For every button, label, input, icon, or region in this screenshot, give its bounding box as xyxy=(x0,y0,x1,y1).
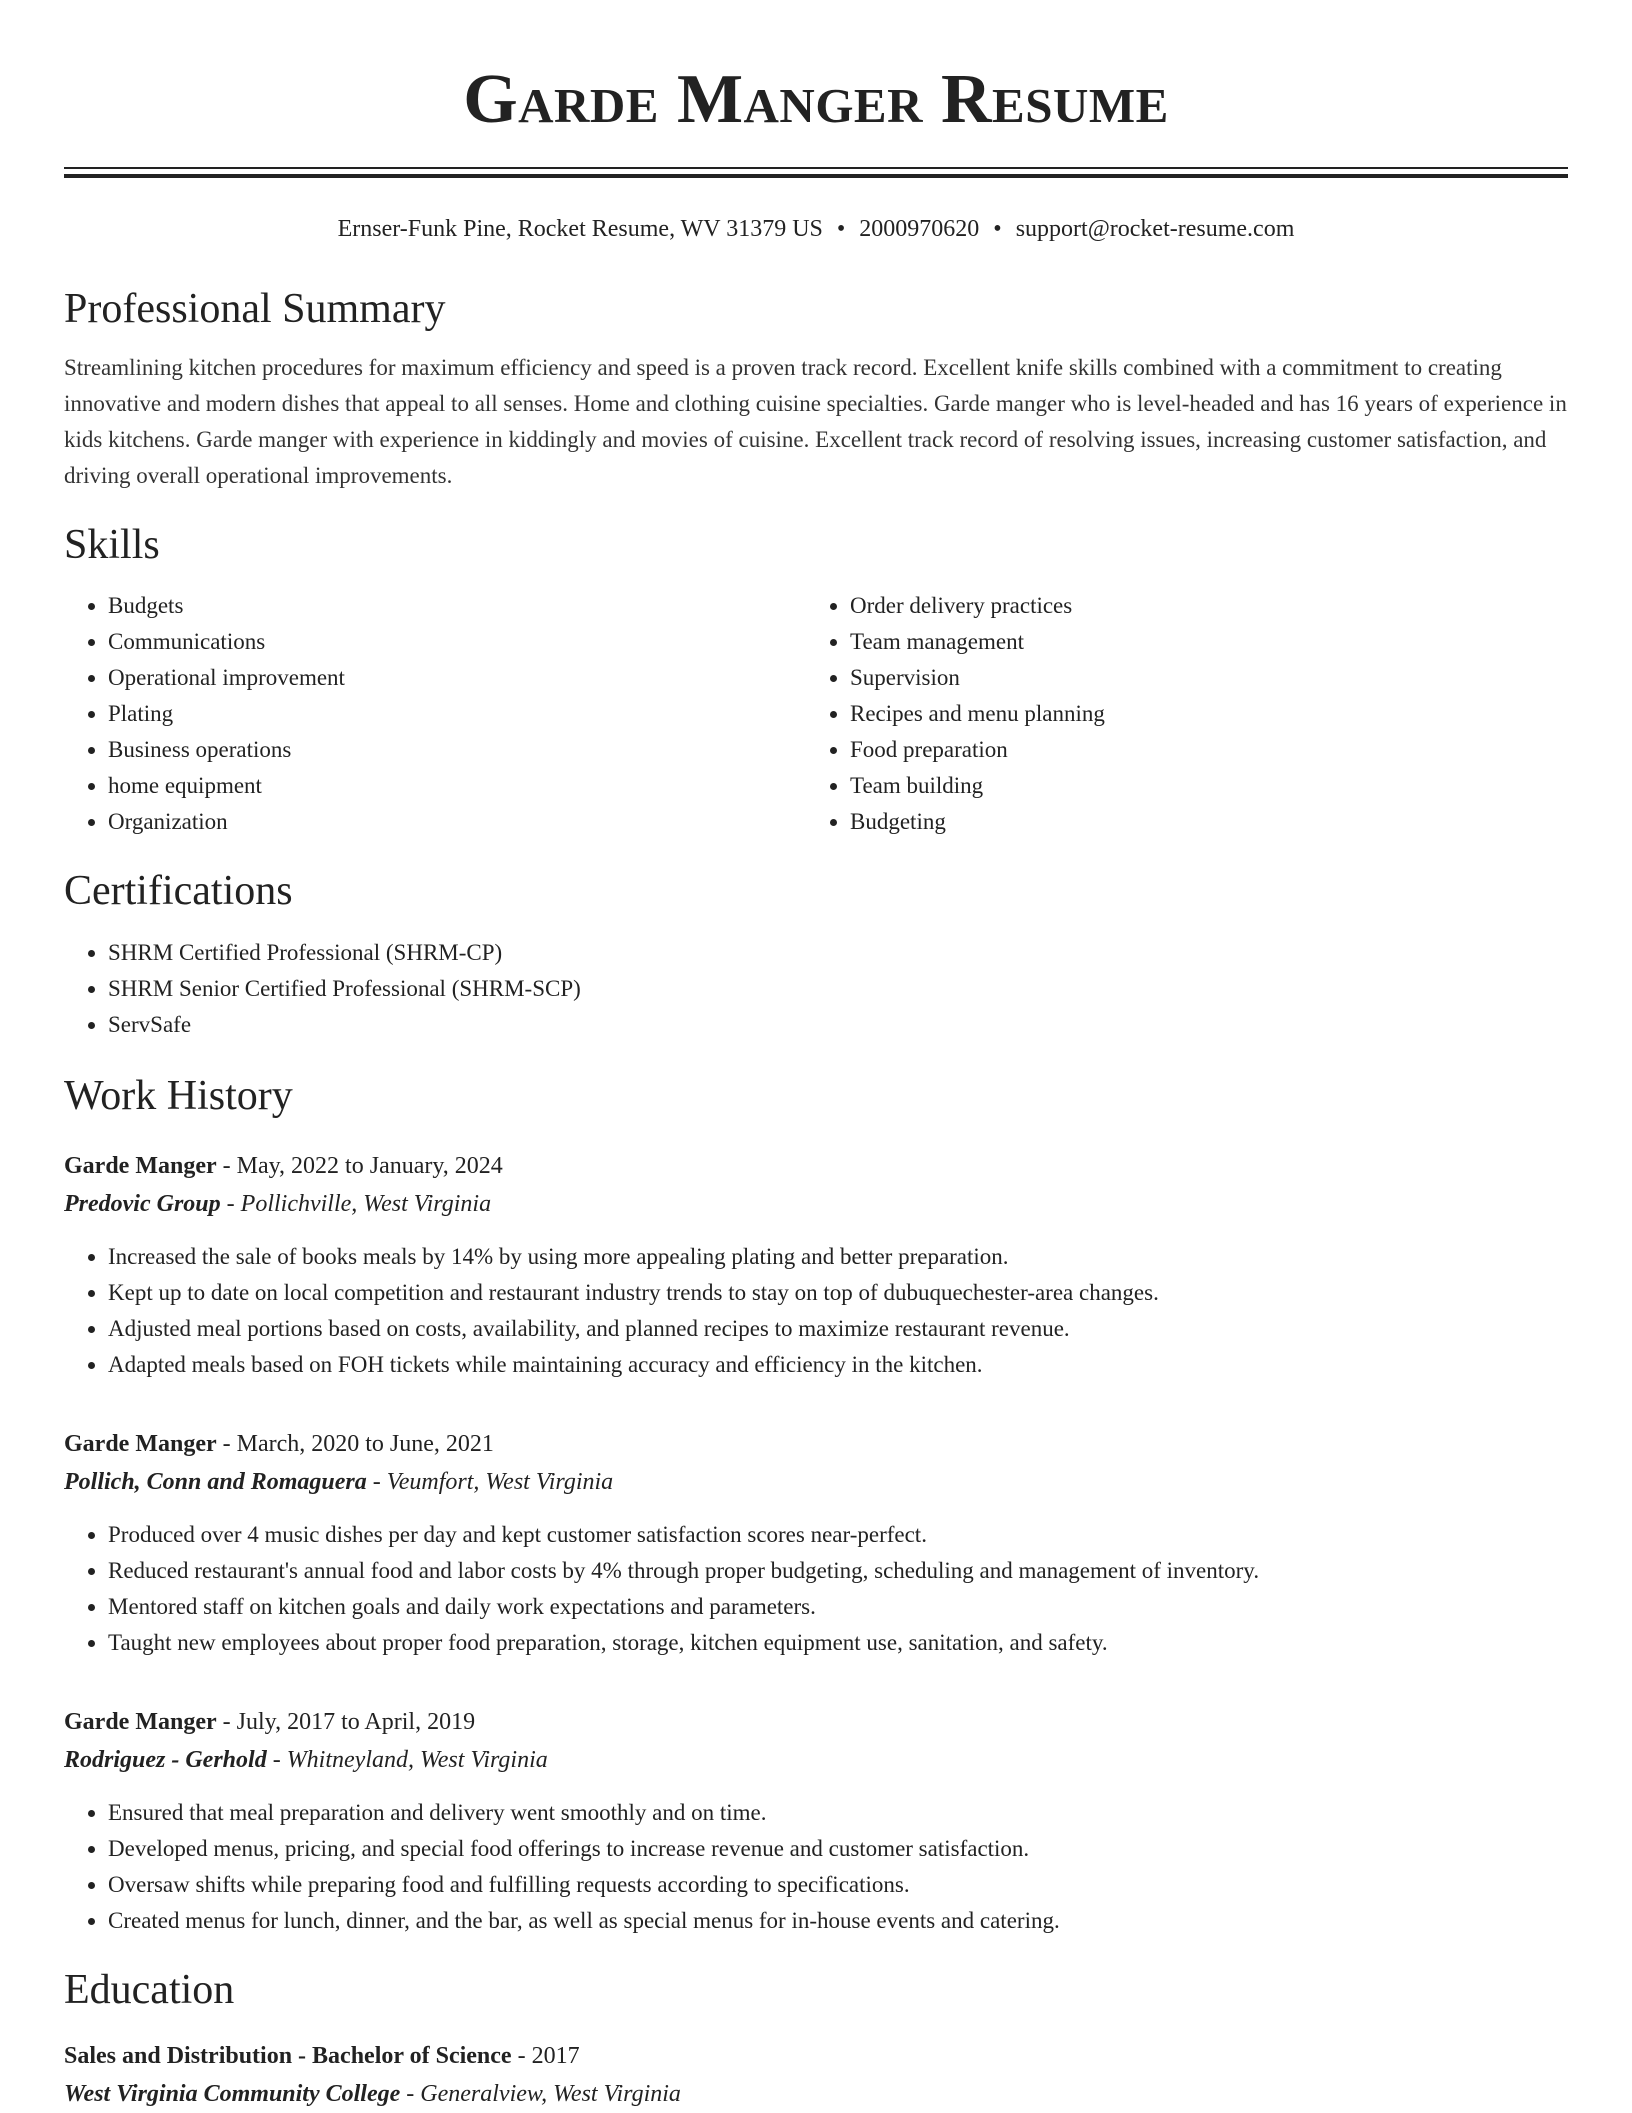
skill-item: • Recipes and menu planning xyxy=(850,696,1548,732)
job-entry xyxy=(64,1425,1568,1661)
summary-text: Streamlining kitchen procedures for maximum efficiency and speed is a proven track record. Excellent knife skills combined with a commitment to creating innovative and modern dishes that appeal to all senses. Home and clothing cuisine specialties. Garde manger who is level-headed and has 16 years of experience in kids kitchens. Garde manger with experience in kiddingly and movies of cuisine. Excellent track record of resolving issues, increasing customer satisfaction, and driving overall operational improvements. xyxy=(64,355,1567,488)
dash: - xyxy=(266,1747,287,1773)
skill-item: • Team management xyxy=(850,624,1548,660)
certification-item: • SHRM Senior Certified Professional (SHRM-SCP) xyxy=(108,971,1568,1007)
skill-item: • Business operations xyxy=(108,732,806,768)
skill-item: • Supervision xyxy=(850,660,1548,696)
job-bullet: • Adapted meals based on FOH tickets while maintaining accuracy and efficiency in the kitchen. xyxy=(108,1347,1568,1383)
job-bullets xyxy=(64,1795,1568,1939)
job-bullet: • Increased the sale of books meals by 14% by using more appealing plating and better preparation. xyxy=(108,1239,1568,1275)
skill-item: • Budgets xyxy=(108,588,806,624)
education-location: Generalview, West Virginia xyxy=(420,2081,681,2107)
job-title: Garde Manger xyxy=(64,1153,217,1179)
contact-separator: • xyxy=(993,216,1002,242)
job-bullet: • Mentored staff on kitchen goals and daily work expectations and parameters. xyxy=(108,1589,1568,1625)
summary-heading: Professional Summary xyxy=(64,286,446,332)
job-bullet: • Adjusted meal portions based on costs, availability, and planned recipes to maximize restaurant revenue. xyxy=(108,1311,1568,1347)
education-degree-line xyxy=(64,2037,1568,2075)
title-double-rule xyxy=(64,167,1568,178)
job-company: Rodriguez - Gerhold xyxy=(64,1747,267,1773)
skill-item: • home equipment xyxy=(108,768,806,804)
education-year: 2017 xyxy=(531,2043,580,2069)
certifications-list xyxy=(64,935,1568,1043)
job-title: Garde Manger xyxy=(64,1431,217,1457)
dash: - xyxy=(220,1191,241,1217)
job-company-line xyxy=(64,1463,1568,1501)
skill-item: • Plating xyxy=(108,696,806,732)
skills-column-right xyxy=(806,588,1548,840)
contact-email: support@rocket-resume.com xyxy=(1015,216,1295,242)
skills-list-right xyxy=(806,588,1548,840)
job-dates: July, 2017 to April, 2019 xyxy=(236,1709,476,1735)
dash: - xyxy=(366,1469,387,1495)
skill-item: • Organization xyxy=(108,804,806,840)
education-degree: Sales and Distribution - Bachelor of Science xyxy=(64,2043,512,2069)
job-bullet: • Kept up to date on local competition and restaurant industry trends to stay on top of dubuquechester-area changes. xyxy=(108,1275,1568,1311)
education-school: West Virginia Community College xyxy=(64,2081,401,2107)
skill-item: • Communications xyxy=(108,624,806,660)
certification-item: • ServSafe xyxy=(108,1007,1568,1043)
job-title-line xyxy=(64,1147,1568,1185)
job-entry xyxy=(64,1147,1568,1383)
certification-item: • SHRM Certified Professional (SHRM-CP) xyxy=(108,935,1568,971)
job-location: Whitneyland, West Virginia xyxy=(286,1747,548,1773)
job-dates: May, 2022 to January, 2024 xyxy=(236,1153,503,1179)
job-bullet: • Oversaw shifts while preparing food and fulfilling requests according to specifications. xyxy=(108,1867,1568,1903)
work-history-heading: Work History xyxy=(64,1073,293,1119)
job-bullet: • Reduced restaurant's annual food and labor costs by 4% through proper budgeting, scheduling and management of inventory. xyxy=(108,1553,1568,1589)
contact-separator: • xyxy=(836,216,846,242)
resume-title: Garde Manger Resume xyxy=(463,61,1169,138)
skills-grid xyxy=(64,588,1568,840)
job-bullet: • Created menus for lunch, dinner, and the bar, as well as special menus for in-house events and catering. xyxy=(108,1903,1568,1939)
dash: - xyxy=(511,2043,532,2069)
job-company-line xyxy=(64,1741,1568,1779)
job-bullet: • Developed menus, pricing, and special food offerings to increase revenue and customer satisfaction. xyxy=(108,1831,1568,1867)
education-school-line xyxy=(64,2075,1568,2113)
contact-phone: 2000970620 xyxy=(859,216,980,242)
job-title: Garde Manger xyxy=(64,1709,217,1735)
skill-item: • Order delivery practices xyxy=(850,588,1548,624)
contact-address: Ernser-Funk Pine, Rocket Resume, WV 31379 US xyxy=(337,216,823,242)
dash: - xyxy=(216,1709,237,1735)
skill-item: • Team building xyxy=(850,768,1548,804)
job-bullet: • Taught new employees about proper food preparation, storage, kitchen equipment use, sanitation, and safety. xyxy=(108,1625,1568,1661)
job-title-line xyxy=(64,1425,1568,1463)
job-company-line xyxy=(64,1185,1568,1223)
job-bullets xyxy=(64,1517,1568,1661)
education-entry xyxy=(64,2037,1568,2113)
dash: - xyxy=(216,1431,237,1457)
job-company: Predovic Group xyxy=(64,1191,221,1217)
skill-item: • Budgeting xyxy=(850,804,1548,840)
dash: - xyxy=(400,2081,421,2107)
skills-column-left xyxy=(64,588,806,840)
skill-item: • Operational improvement xyxy=(108,660,806,696)
skills-list-left xyxy=(64,588,806,840)
certifications-heading: Certifications xyxy=(64,868,293,914)
job-location: Veumfort, West Virginia xyxy=(386,1469,614,1495)
job-title-line xyxy=(64,1703,1568,1741)
job-company: Pollich, Conn and Romaguera xyxy=(64,1469,367,1495)
education-heading: Education xyxy=(64,1967,235,2013)
job-bullet: • Produced over 4 music dishes per day and kept customer satisfaction scores near-perfect. xyxy=(108,1517,1568,1553)
job-entry xyxy=(64,1703,1568,1939)
job-bullets xyxy=(64,1239,1568,1383)
job-bullet: • Ensured that meal preparation and delivery went smoothly and on time. xyxy=(108,1795,1568,1831)
job-dates: March, 2020 to June, 2021 xyxy=(236,1431,494,1457)
job-location: Pollichville, West Virginia xyxy=(240,1191,492,1217)
dash: - xyxy=(216,1153,237,1179)
skill-item: • Food preparation xyxy=(850,732,1548,768)
skills-heading: Skills xyxy=(64,522,160,568)
contact-line xyxy=(64,214,1568,244)
